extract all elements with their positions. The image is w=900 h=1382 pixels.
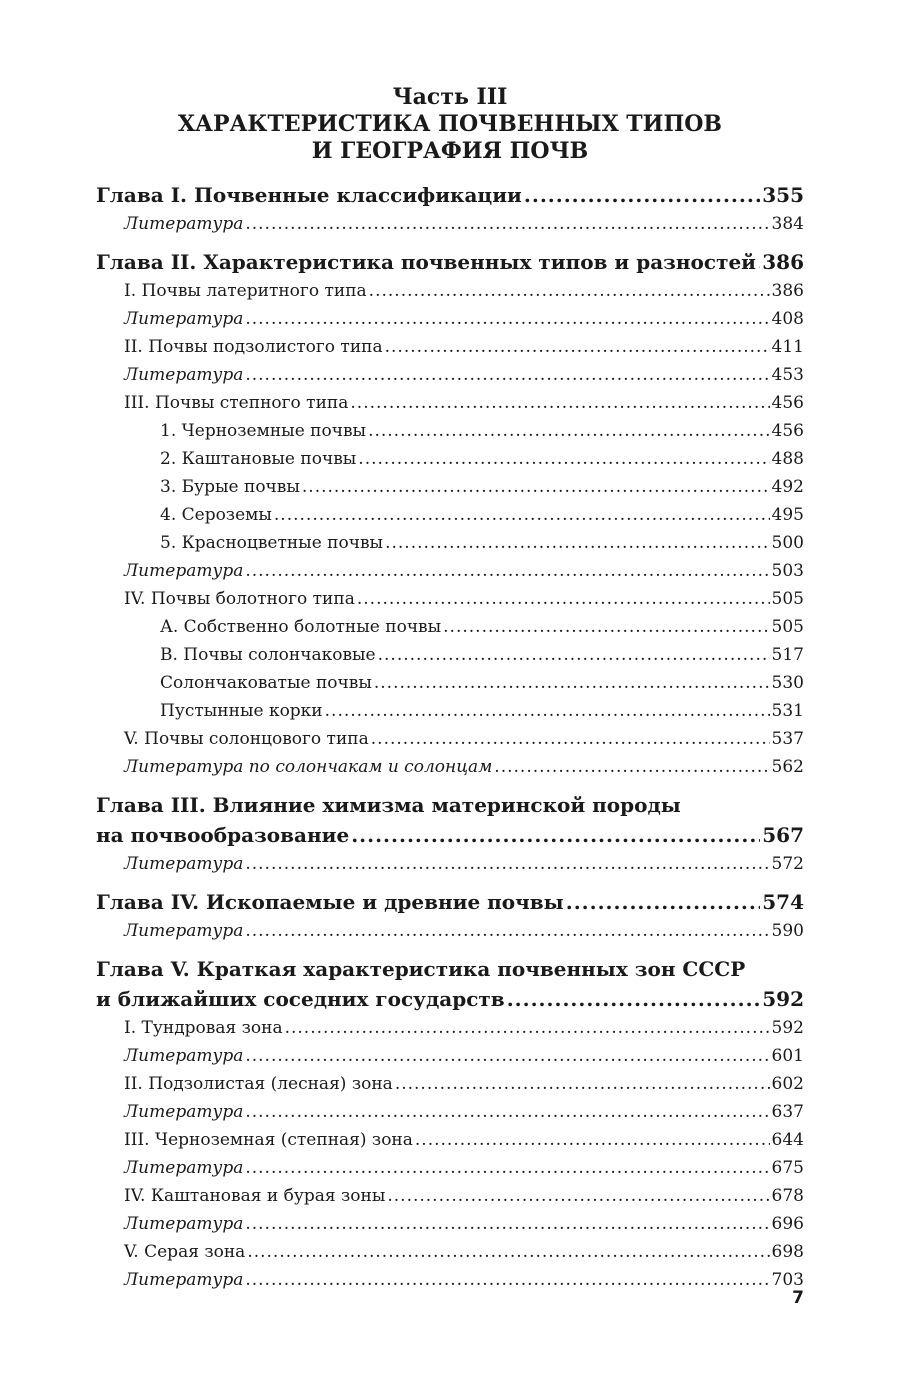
toc-entry-page: 495	[771, 505, 804, 525]
toc-leader	[566, 887, 761, 917]
toc-entry-title: I. Тундровая зона	[124, 1018, 283, 1038]
toc-entry[interactable]	[96, 753, 804, 781]
toc-entry-page: 456	[771, 421, 804, 441]
toc-leader	[371, 725, 770, 753]
toc-chapter-3-line1[interactable]: Глава III. Влияние химизма материнской породы	[96, 793, 681, 817]
toc-entry[interactable]	[96, 417, 804, 445]
toc-entry-page: 500	[771, 533, 804, 553]
toc-entry-title: и ближайших соседних государств	[96, 987, 505, 1011]
toc-entry-page: 492	[771, 477, 804, 497]
toc-leader	[350, 389, 769, 417]
toc-entry-title: Литература	[124, 1270, 244, 1290]
toc-entry-title: III. Почвы степного типа	[124, 393, 349, 413]
toc-entry[interactable]	[96, 1070, 804, 1098]
toc-entry-title: I. Почвы латеритного типа	[124, 281, 367, 301]
toc-leader	[285, 1014, 770, 1042]
toc-entry-page: 592	[762, 987, 804, 1011]
toc-entry[interactable]	[96, 1154, 804, 1182]
toc-entry-title: V. Серая зона	[124, 1242, 246, 1262]
toc-entry-page: 488	[771, 449, 804, 469]
toc-leader	[351, 820, 760, 850]
toc-entry-page: 637	[771, 1102, 804, 1122]
toc-entry[interactable]	[96, 389, 804, 417]
toc-entry[interactable]	[96, 1098, 804, 1126]
toc-leader	[415, 1126, 770, 1154]
toc-entry-title: Литература	[124, 1046, 244, 1066]
toc-entry-title: II. Подзолистая (лесная) зона	[124, 1074, 393, 1094]
toc-entry-page: 503	[771, 561, 804, 581]
toc-entry[interactable]	[96, 641, 804, 669]
toc-entry[interactable]	[96, 613, 804, 641]
toc-entry[interactable]	[96, 333, 804, 361]
toc-entry-title: В. Почвы солончаковые	[160, 645, 376, 665]
toc-entry-title: V. Почвы солонцового типа	[124, 729, 369, 749]
toc-entry-title: А. Собственно болотные почвы	[160, 617, 442, 637]
toc-leader	[494, 753, 769, 781]
toc-entry[interactable]	[96, 1266, 804, 1294]
toc-entry[interactable]	[96, 277, 804, 305]
toc-leader	[245, 1098, 769, 1126]
toc-entry-page: 384	[771, 214, 804, 234]
toc-entry-page: 644	[771, 1130, 804, 1150]
toc-entry-page: 574	[762, 890, 804, 914]
toc-leader	[387, 1182, 769, 1210]
part-label: Часть III	[392, 84, 508, 110]
toc-entry-title: 3. Бурые почвы	[160, 477, 300, 497]
toc-leader	[443, 613, 769, 641]
toc-entry-page: 386	[762, 250, 804, 274]
toc-chapter-4[interactable]	[96, 887, 804, 917]
table-of-contents	[96, 180, 804, 1294]
toc-entry[interactable]	[96, 210, 804, 238]
toc-leader	[245, 1042, 769, 1070]
toc-entry[interactable]	[96, 1126, 804, 1154]
toc-entry-page: 678	[771, 1186, 804, 1206]
toc-entry-title: Глава I. Почвенные классификации	[96, 183, 522, 207]
toc-entry-title: 2. Каштановые почвы	[160, 449, 357, 469]
toc-entry-title: Солончаковатые почвы	[160, 673, 372, 693]
toc-leader	[325, 697, 770, 725]
toc-leader	[245, 1266, 769, 1294]
toc-entry-title: Литература	[124, 214, 244, 234]
toc-leader	[374, 669, 770, 697]
toc-leader	[245, 557, 769, 585]
toc-entry-title: Литература	[124, 921, 244, 941]
toc-entry[interactable]	[96, 1014, 804, 1042]
toc-entry[interactable]	[96, 725, 804, 753]
toc-entry[interactable]	[96, 1238, 804, 1266]
toc-entry-title: на почвообразование	[96, 823, 350, 847]
toc-entry-page: 592	[771, 1018, 804, 1038]
toc-leader	[524, 180, 760, 210]
toc-leader	[245, 305, 769, 333]
page-number: 7	[792, 1288, 804, 1308]
toc-entry-page: 562	[771, 757, 804, 777]
toc-entry-page: 505	[771, 617, 804, 637]
toc-entry-page: 696	[771, 1214, 804, 1234]
toc-entry-title: Литература	[124, 365, 244, 385]
toc-entry-title: Литература	[124, 1158, 244, 1178]
toc-chapter-5-line1[interactable]: Глава V. Краткая характеристика почвенных зон СССР	[96, 957, 746, 981]
toc-entry[interactable]	[96, 917, 804, 945]
toc-entry[interactable]	[96, 305, 804, 333]
toc-entry[interactable]	[96, 850, 804, 878]
toc-chapter-3[interactable]	[96, 820, 804, 850]
toc-entry-page: 530	[771, 673, 804, 693]
toc-entry-page: 703	[771, 1270, 804, 1290]
toc-entry-title: Глава II. Характеристика почвенных типов и разностей	[96, 250, 757, 274]
toc-entry[interactable]	[96, 445, 804, 473]
toc-entry-title: Литература	[124, 854, 244, 874]
toc-leader	[357, 585, 770, 613]
toc-leader	[378, 641, 770, 669]
toc-entry[interactable]	[96, 697, 804, 725]
toc-entry-page: 572	[771, 854, 804, 874]
toc-entry-page: 517	[771, 645, 804, 665]
toc-leader	[274, 501, 770, 529]
toc-leader	[395, 1070, 770, 1098]
toc-leader	[385, 333, 770, 361]
toc-leader	[245, 850, 769, 878]
toc-entry-page: 386	[771, 281, 804, 301]
toc-entry-title: IV. Каштановая и бурая зоны	[124, 1186, 386, 1206]
toc-entry-page: 453	[771, 365, 804, 385]
toc-leader	[245, 210, 769, 238]
toc-entry-title: 1. Черноземные почвы	[160, 421, 367, 441]
toc-leader	[368, 417, 769, 445]
toc-entry-page: 601	[771, 1046, 804, 1066]
toc-entry[interactable]	[96, 473, 804, 501]
toc-entry-title: Пустынные корки	[160, 701, 323, 721]
toc-leader	[758, 247, 760, 277]
toc-entry-page: 675	[771, 1158, 804, 1178]
toc-entry-title: Литература	[124, 561, 244, 581]
toc-entry-title: 4. Сероземы	[160, 505, 272, 525]
toc-entry-title: Литература	[124, 309, 244, 329]
part-title-line1: ХАРАКТЕРИСТИКА ПОЧВЕННЫХ ТИПОВ	[177, 111, 722, 137]
toc-entry-page: 537	[771, 729, 804, 749]
toc-entry-title: 5. Красноцветные почвы	[160, 533, 384, 553]
toc-leader	[302, 473, 770, 501]
toc-entry[interactable]	[96, 501, 804, 529]
toc-entry-page: 411	[771, 337, 804, 357]
part-heading	[96, 84, 804, 165]
toc-chapter-5[interactable]	[96, 984, 804, 1014]
toc-entry-title: Литература	[124, 1102, 244, 1122]
toc-entry-title: III. Черноземная (степная) зона	[124, 1130, 413, 1150]
toc-entry-page: 505	[771, 589, 804, 609]
toc-leader	[245, 917, 769, 945]
toc-entry-page: 408	[771, 309, 804, 329]
toc-entry-page: 567	[762, 823, 804, 847]
toc-leader	[247, 1238, 769, 1266]
toc-entry[interactable]	[96, 669, 804, 697]
toc-entry[interactable]	[96, 529, 804, 557]
toc-chapter-2[interactable]	[96, 247, 804, 277]
toc-entry-title: IV. Почвы болотного типа	[124, 589, 355, 609]
toc-entry-page: 531	[771, 701, 804, 721]
toc-leader	[245, 1154, 769, 1182]
toc-entry-page: 355	[762, 183, 804, 207]
toc-leader	[507, 984, 761, 1014]
toc-entry-page: 602	[771, 1074, 804, 1094]
toc-chapter-1[interactable]	[96, 180, 804, 210]
toc-entry-title: Литература	[124, 1214, 244, 1234]
toc-entry-page: 456	[771, 393, 804, 413]
toc-leader	[245, 361, 769, 389]
part-title-line2: И ГЕОГРАФИЯ ПОЧВ	[311, 138, 589, 164]
toc-leader	[358, 445, 769, 473]
toc-leader	[385, 529, 769, 557]
toc-entry-page: 698	[771, 1242, 804, 1262]
toc-entry-title: Литература по солончакам и солонцам	[124, 757, 493, 777]
toc-entry[interactable]	[96, 1042, 804, 1070]
toc-entry[interactable]	[96, 1182, 804, 1210]
toc-entry-page: 590	[771, 921, 804, 941]
toc-entry[interactable]	[96, 557, 804, 585]
toc-entry[interactable]	[96, 361, 804, 389]
toc-entry[interactable]	[96, 585, 804, 613]
toc-entry-title: II. Почвы подзолистого типа	[124, 337, 383, 357]
toc-entry-title: Глава IV. Ископаемые и древние почвы	[96, 890, 564, 914]
toc-leader	[245, 1210, 769, 1238]
toc-entry[interactable]	[96, 1210, 804, 1238]
toc-leader	[369, 277, 770, 305]
